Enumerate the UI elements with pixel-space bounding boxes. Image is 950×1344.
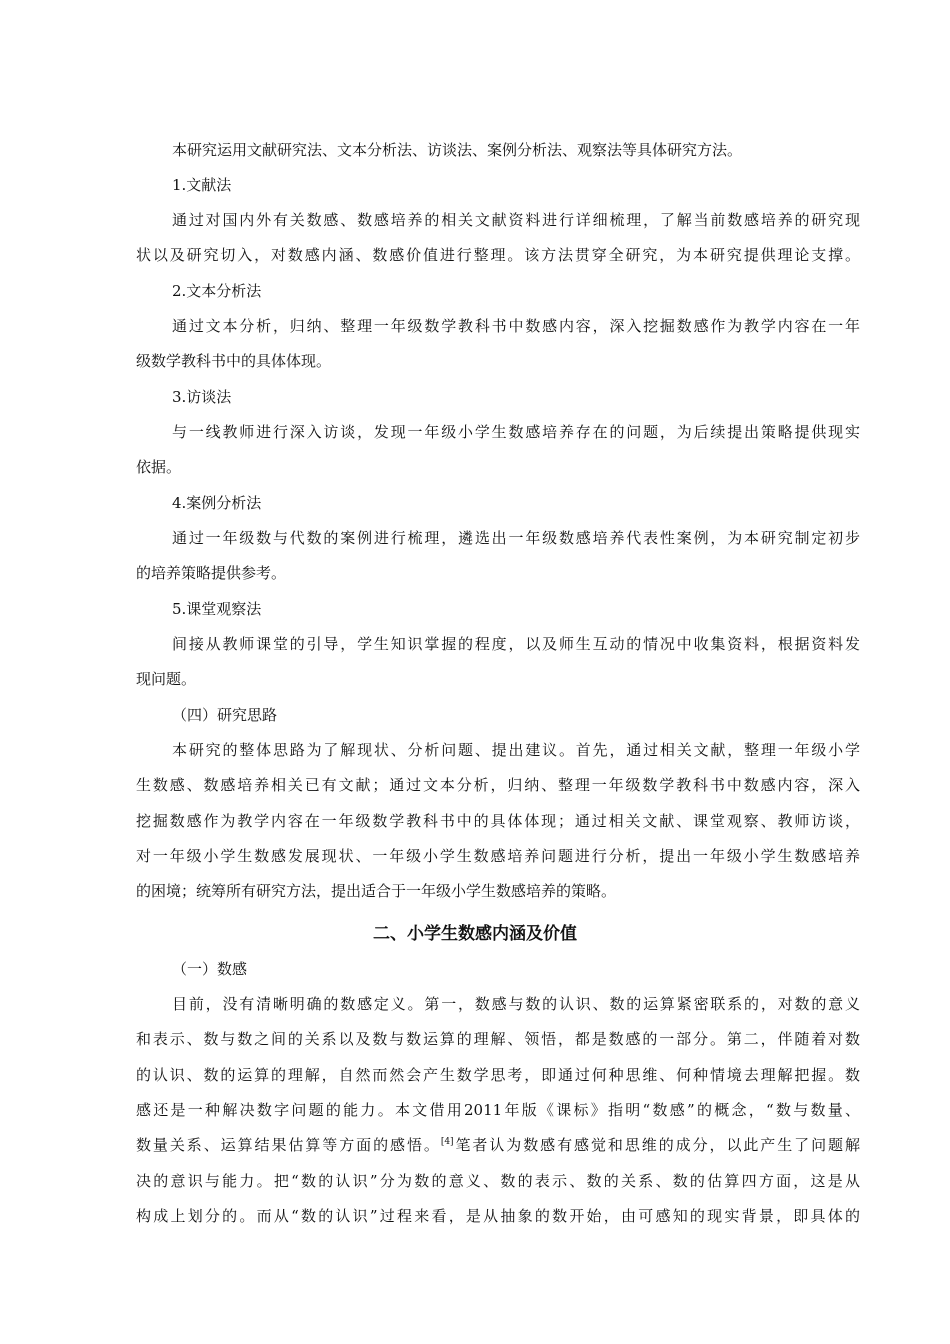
subsection-heading: （一）数感 [172,960,248,978]
paragraph-line: 状以及研究切入，对数感内涵、数感价值进行整理。该方法贯穿全研究，为本研究提供理论支撑。 [136,246,860,264]
paragraph-line: 感还是一种解决数字问题的能力。本文借用2011年版《课标》指明“数感”的概念，“数与数量、 [136,1101,860,1119]
paragraph-line: 和表示、数与数之间的关系以及数与数运算的理解、领悟，都是数感的一部分。第二，伴随着对数 [136,1030,860,1048]
paragraph-line: 的困境；统筹所有研究方法，提出适合于一年级小学生数感培养的策略。 [136,882,617,900]
paragraph-line: 构成上划分的。而从“数的认识”过程来看，是从抽象的数开始，由可感知的现实背景，即具体的 [136,1207,860,1225]
paragraph-line: 本研究的整体思路为了解现状、分析问题、提出建议。首先，通过相关文献，整理一年级小学 [172,741,860,759]
paragraph-line: 间接从教师课堂的引导，学生知识掌握的程度，以及师生互动的情况中收集资料，根据资料发 [172,635,860,653]
citation-ref: [4] [440,1137,454,1147]
section-heading: 5.课堂观察法 [172,600,262,618]
paragraph-line [136,1135,860,1155]
paragraph-line: 级数学教科书中的具体体现。 [136,352,332,370]
paragraph-line: 与一线教师进行深入访谈，发现一年级小学生数感培养存在的问题，为后续提出策略提供现实 [172,423,860,441]
paragraph-text: 笔者认为数感有感觉和思维的成分，以此产生了问题解 [453,1136,860,1154]
paragraph-line: 现问题。 [136,670,197,688]
paragraph-line: 生数感、数感培养相关已有文献；通过文本分析，归纳、整理一年级数学教科书中数感内容，深入 [136,776,860,794]
section-heading: 1.文献法 [172,176,232,194]
paragraph-line: 通过一年级数与代数的案例进行梳理，遴选出一年级数感培养代表性案例，为本研究制定初步 [172,529,860,547]
paragraph-line: 对一年级小学生数感发展现状、一年级小学生数感培养问题进行分析，提出一年级小学生数感培养 [136,847,860,865]
paragraph-line: 挖掘数感作为教学内容在一年级数学教科书中的具体体现；通过相关文献、课堂观察、教师访谈， [136,812,860,830]
section-heading: 2.文本分析法 [172,282,262,300]
paragraph-line: 依据。 [136,458,182,476]
paragraph-line: 的认识、数的运算的理解，自然而然会产生数学思考，即通过何种思维、何种情境去理解把握。数 [136,1066,860,1084]
paragraph-line: 目前，没有清晰明确的数感定义。第一，数感与数的认识、数的运算紧密联系的，对数的意义 [172,995,860,1013]
paragraph-line: 通过文本分析，归纳、整理一年级数学教科书中数感内容，深入挖掘数感作为教学内容在一年 [172,317,860,335]
paragraph-line: 本研究运用文献研究法、文本分析法、访谈法、案例分析法、观察法等具体研究方法。 [172,141,743,159]
paragraph-line: 通过对国内外有关数感、数感培养的相关文献资料进行详细梳理，了解当前数感培养的研究现 [172,211,860,229]
subsection-heading: （四）研究思路 [172,706,278,724]
paragraph-line: 决的意识与能力。把“数的认识”分为数的意义、数的表示、数的关系、数的估算四方面，这是从 [136,1172,860,1190]
chapter-heading: 二、小学生数感内涵及价值 [373,924,577,944]
paragraph-line: 的培养策略提供参考。 [136,564,287,582]
paragraph-text: 数量关系、运算结果估算等方面的感悟。 [136,1136,441,1154]
section-heading: 4.案例分析法 [172,494,262,512]
section-heading: 3.访谈法 [172,388,232,406]
